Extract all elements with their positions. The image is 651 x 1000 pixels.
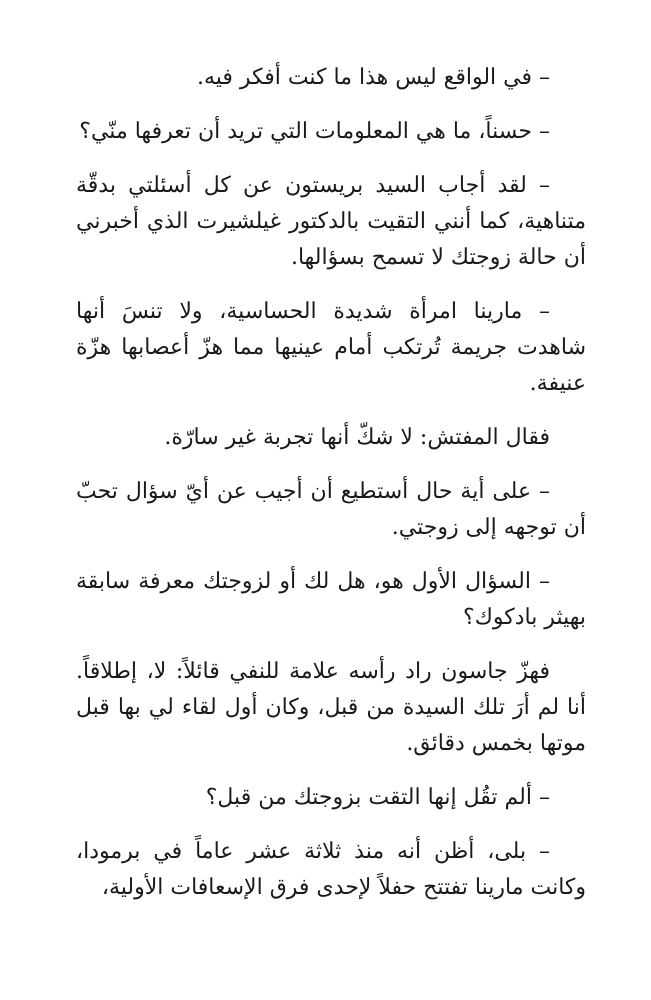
paragraph-8: فهزّ جاسون راد رأسه علامة للنفي قائلاً: لا، إطلاقاً. أنا لم أرَ تلك السيدة من قبل، وكان أول لقاء لي بها قبل موتها بخمس دقائق. bbox=[76, 659, 586, 756]
paragraph-3: – لقد أجاب السيد بريستون عن كل أسئلتي بدقّة متناهية، كما أنني التقيت بالدكتور غيلشيرت الذي أخبرني أن حالة زوجتك لا تسمح بسؤالها. bbox=[76, 173, 586, 270]
paragraph-10: – بلى، أظن أنه منذ ثلاثة عشر عاماً في برمودا، وكانت مارينا تفتتح حفلاً لإحدى فرق الإسعافات الأولية، bbox=[76, 839, 586, 900]
paragraph-1: – في الواقع ليس هذا ما كنت أفكر فيه. bbox=[196, 65, 550, 90]
paragraph-2: – حسناً، ما هي المعلومات التي تريد أن تعرفها منّي؟ bbox=[79, 119, 550, 144]
paragraph-7: – السؤال الأول هو، هل لك أو لزوجتك معرفة سابقة بهيثر بادكوك؟ bbox=[76, 569, 586, 630]
paragraph-4: – مارينا امرأة شديدة الحساسية، ولا تنسَ أنها شاهدت جريمة تُرتكب أمام عينيها مما هزّ أعصابها هزّة عنيفة. bbox=[76, 299, 586, 396]
paragraph-9: – ألم تقُل إنها التقت بزوجتك من قبل؟ bbox=[205, 785, 550, 810]
book-page bbox=[76, 60, 586, 924]
paragraph-5: فقال المفتش: لا شكّ أنها تجربة غير سارّة. bbox=[164, 425, 550, 450]
paragraph-6: – على أية حال أستطيع أن أجيب عن أيّ سؤال تحبّ أن توجهه إلى زوجتي. bbox=[76, 479, 586, 540]
